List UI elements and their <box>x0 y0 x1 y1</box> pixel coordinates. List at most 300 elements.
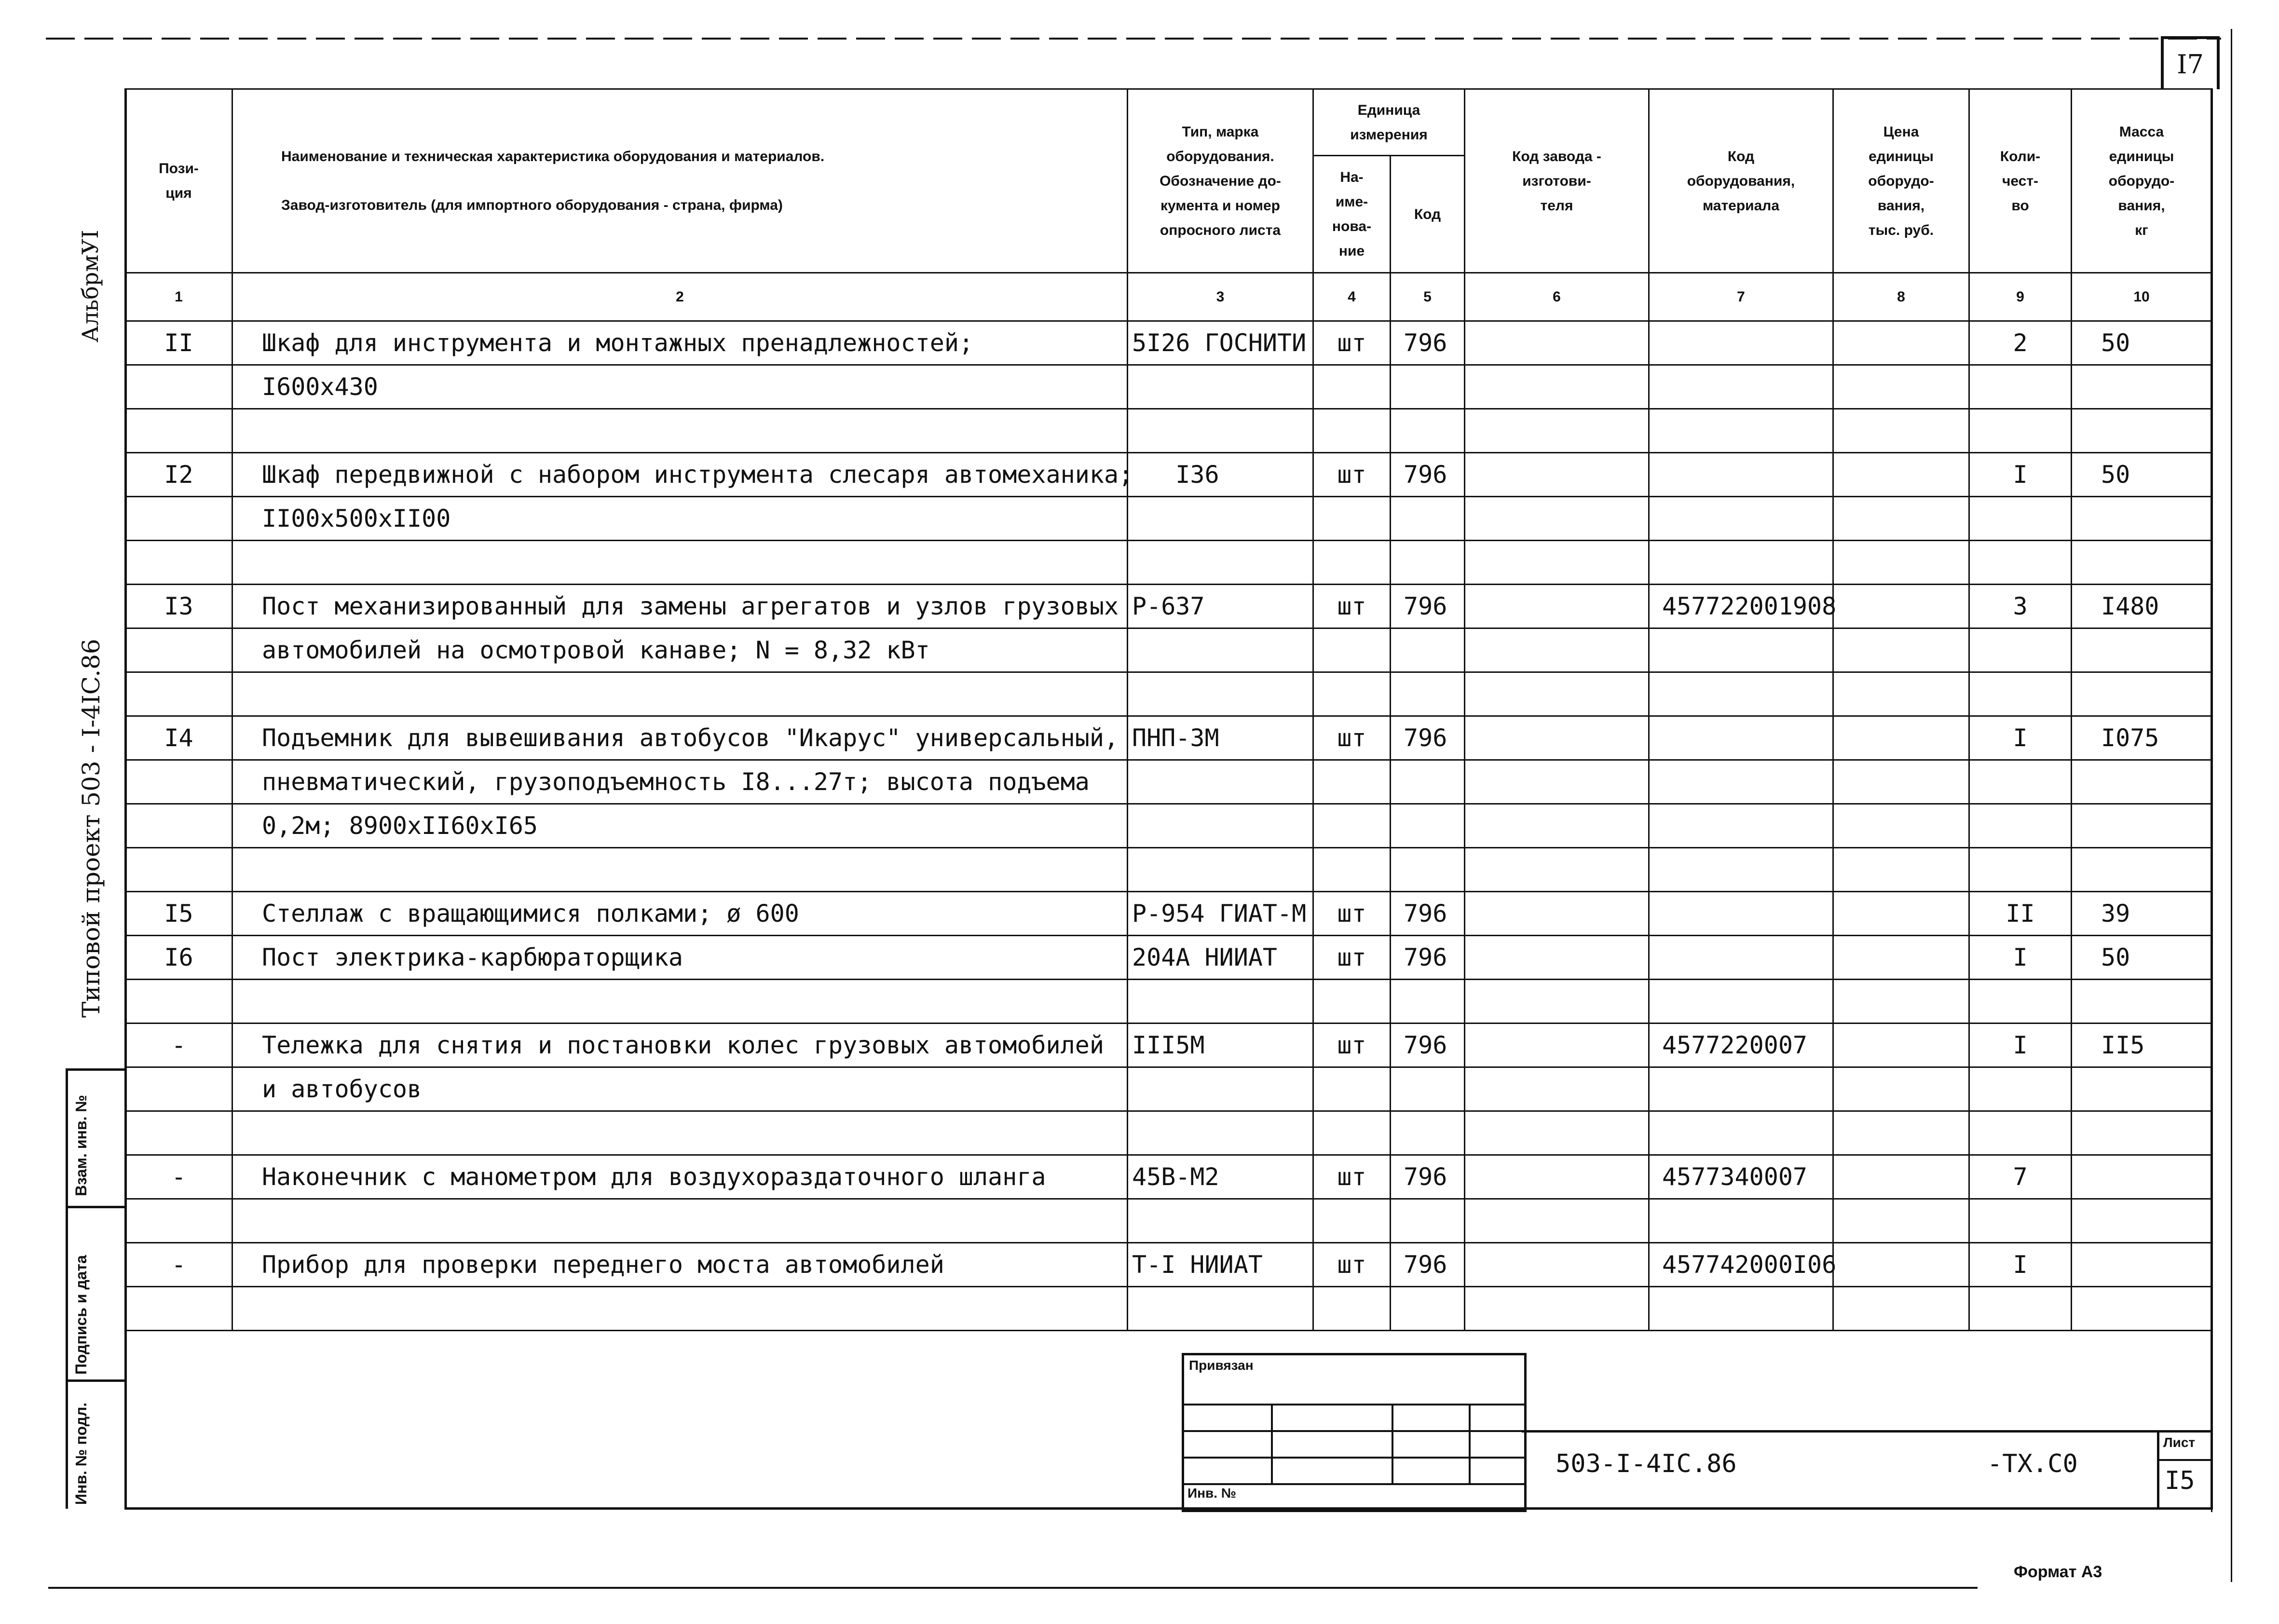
cell-unit <box>1313 497 1391 541</box>
cell-qty <box>1969 672 2072 716</box>
cell-type: Т-I НИИАТ <box>1128 1243 1313 1287</box>
table-row <box>125 892 2212 936</box>
cell-type <box>1128 848 1313 892</box>
cell-pos <box>125 672 232 716</box>
cell-plant <box>1465 321 1649 365</box>
table-row <box>125 1111 2212 1155</box>
cell-pos: I4 <box>125 716 232 760</box>
cell-mass <box>2072 497 2212 541</box>
cell-name: Стеллаж с вращающимися полками; ø 600 <box>232 892 1128 936</box>
cell-mass <box>2072 1243 2212 1287</box>
cell-equip <box>1649 980 1833 1024</box>
cell-mass <box>2072 541 2212 585</box>
cell-price <box>1833 541 1969 585</box>
cell-name: Прибор для проверки переднего моста автомобилей <box>232 1243 1128 1287</box>
cell-plant <box>1465 760 1649 804</box>
cell-equip <box>1649 453 1833 497</box>
cell-mass <box>2072 409 2212 453</box>
stamp-line <box>1182 1404 1525 1406</box>
cell-pos <box>125 804 232 848</box>
cell-pos <box>125 1287 232 1331</box>
col-number: 7 <box>1649 273 1833 321</box>
cell-price <box>1833 1199 1969 1243</box>
cell-price <box>1833 892 1969 936</box>
cell-unit <box>1313 1111 1391 1155</box>
cell-qty <box>1969 497 2072 541</box>
cell-plant <box>1465 1111 1649 1155</box>
cell-qty: I <box>1969 1024 2072 1067</box>
cell-qty: I <box>1969 1243 2072 1287</box>
cell-pos: - <box>125 1155 232 1199</box>
header-equip-code: Код оборудования, материала <box>1649 89 1833 273</box>
cell-plant <box>1465 541 1649 585</box>
cell-plant <box>1465 497 1649 541</box>
cell-unit <box>1313 672 1391 716</box>
cell-type: Р-637 <box>1128 585 1313 628</box>
cell-plant <box>1465 1243 1649 1287</box>
cell-name: Пост механизированный для замены агрегатов и узлов грузовых <box>232 585 1128 628</box>
cell-code <box>1391 541 1465 585</box>
side-podpis-label: Подпись и дата <box>72 1255 90 1375</box>
cell-mass <box>2072 804 2212 848</box>
col-number: 4 <box>1313 273 1391 321</box>
sheet-number-top: I7 <box>2161 36 2220 89</box>
cell-type <box>1128 672 1313 716</box>
cell-unit: шт <box>1313 1243 1391 1287</box>
header-unit-group: Единица измерения <box>1313 89 1465 156</box>
list-label: Лист <box>2163 1435 2196 1450</box>
frame-bottom <box>124 1507 2213 1510</box>
cell-mass <box>2072 1199 2212 1243</box>
table-row <box>125 453 2212 497</box>
cell-equip <box>1649 1111 1833 1155</box>
cell-type <box>1128 1287 1313 1331</box>
cell-plant <box>1465 716 1649 760</box>
header-type: Тип, марка оборудования. Обозначение до- кумента и номер опросного листа <box>1128 89 1313 273</box>
page-bottom-line <box>48 1587 1978 1589</box>
table-row <box>125 1024 2212 1067</box>
table-row <box>125 980 2212 1024</box>
table-row <box>125 409 2212 453</box>
stamp-line <box>1182 1483 1525 1485</box>
cell-price <box>1833 672 1969 716</box>
column-number-row <box>125 273 2212 321</box>
cell-code: 796 <box>1391 1024 1465 1067</box>
cell-code: 796 <box>1391 321 1465 365</box>
specification-table <box>124 88 2212 1512</box>
table-row <box>125 804 2212 848</box>
cell-name <box>232 541 1128 585</box>
cell-type: ПНП-3М <box>1128 716 1313 760</box>
cell-name <box>232 980 1128 1024</box>
table-row <box>125 628 2212 672</box>
cell-price <box>1833 1243 1969 1287</box>
cell-pos <box>125 1199 232 1243</box>
cell-price <box>1833 628 1969 672</box>
cell-unit: шт <box>1313 1155 1391 1199</box>
cell-mass <box>2072 628 2212 672</box>
col-number: 10 <box>2072 273 2212 321</box>
cell-name <box>232 1287 1128 1331</box>
cell-unit <box>1313 1199 1391 1243</box>
cell-type <box>1128 804 1313 848</box>
cell-equip <box>1649 541 1833 585</box>
cell-equip <box>1649 1287 1833 1331</box>
table-row <box>125 936 2212 980</box>
cell-plant <box>1465 1067 1649 1111</box>
format-label: Формат А3 <box>2014 1563 2102 1581</box>
cell-unit <box>1313 409 1391 453</box>
cell-type <box>1128 541 1313 585</box>
cell-plant <box>1465 585 1649 628</box>
col-number: 9 <box>1969 273 2072 321</box>
side-vzam-label: Взам. инв. № <box>72 1095 90 1196</box>
cell-code <box>1391 804 1465 848</box>
cell-price <box>1833 804 1969 848</box>
cell-qty <box>1969 1067 2072 1111</box>
cell-name <box>232 848 1128 892</box>
cell-qty: 7 <box>1969 1155 2072 1199</box>
cell-name: пневматический, грузоподъемность I8...27т; высота подъема <box>232 760 1128 804</box>
cell-equip <box>1649 760 1833 804</box>
cell-unit <box>1313 541 1391 585</box>
table-row <box>125 1155 2212 1199</box>
frame-right <box>2211 88 2213 1509</box>
cell-code <box>1391 1067 1465 1111</box>
cell-plant <box>1465 1024 1649 1067</box>
cell-code: 796 <box>1391 716 1465 760</box>
cell-mass: 50 <box>2072 453 2212 497</box>
cell-code: 796 <box>1391 936 1465 980</box>
cell-pos <box>125 848 232 892</box>
cell-type <box>1128 628 1313 672</box>
cell-qty: II <box>1969 892 2072 936</box>
cell-unit <box>1313 365 1391 409</box>
cell-equip <box>1649 716 1833 760</box>
table-footer-space <box>125 1331 2212 1513</box>
cell-code <box>1391 628 1465 672</box>
table-row <box>125 1067 2212 1111</box>
cell-name: Тележка для снятия и постановки колес грузовых автомобилей <box>232 1024 1128 1067</box>
cell-code <box>1391 409 1465 453</box>
cell-mass: 50 <box>2072 936 2212 980</box>
cell-plant <box>1465 409 1649 453</box>
cell-price <box>1833 1024 1969 1067</box>
cell-equip: 4577220007 <box>1649 1024 1833 1067</box>
cell-unit <box>1313 848 1391 892</box>
cell-price <box>1833 497 1969 541</box>
cell-price <box>1833 980 1969 1024</box>
cell-plant <box>1465 848 1649 892</box>
cell-qty: 2 <box>1969 321 2072 365</box>
table-row <box>125 716 2212 760</box>
cell-pos <box>125 760 232 804</box>
cell-pos: II <box>125 321 232 365</box>
table-row <box>125 541 2212 585</box>
cell-mass <box>2072 1111 2212 1155</box>
cell-plant <box>1465 892 1649 936</box>
cell-plant <box>1465 1287 1649 1331</box>
cell-type <box>1128 980 1313 1024</box>
cell-name <box>232 1199 1128 1243</box>
cell-name: Шкаф для инструмента и монтажных пренадлежностей; <box>232 321 1128 365</box>
cell-equip <box>1649 321 1833 365</box>
cell-qty: I <box>1969 936 2072 980</box>
cell-equip <box>1649 672 1833 716</box>
cell-qty <box>1969 1111 2072 1155</box>
cell-price <box>1833 716 1969 760</box>
cell-pos: - <box>125 1024 232 1067</box>
cell-type <box>1128 497 1313 541</box>
cell-qty <box>1969 804 2072 848</box>
stamp-line <box>1392 1404 1393 1483</box>
cell-price <box>1833 1287 1969 1331</box>
col-number: 1 <box>125 273 232 321</box>
cell-code <box>1391 848 1465 892</box>
cell-qty <box>1969 1287 2072 1331</box>
table-row <box>125 848 2212 892</box>
cell-equip <box>1649 1199 1833 1243</box>
cell-code <box>1391 365 1465 409</box>
cell-equip <box>1649 892 1833 936</box>
cell-price <box>1833 365 1969 409</box>
cell-pos: - <box>125 1243 232 1287</box>
cell-type: 45В-М2 <box>1128 1155 1313 1199</box>
cell-qty <box>1969 409 2072 453</box>
cell-plant <box>1465 365 1649 409</box>
cell-code: 796 <box>1391 453 1465 497</box>
privyazan-label: Привязан <box>1189 1358 1254 1373</box>
stamp-line <box>1182 1457 1525 1459</box>
list-box-sep <box>2157 1459 2211 1461</box>
cell-price <box>1833 848 1969 892</box>
table-row <box>125 585 2212 628</box>
cell-type <box>1128 409 1313 453</box>
cell-type <box>1128 365 1313 409</box>
cell-pos: I5 <box>125 892 232 936</box>
table-row <box>125 1243 2212 1287</box>
cell-qty <box>1969 848 2072 892</box>
cell-equip <box>1649 497 1833 541</box>
cell-type <box>1128 1199 1313 1243</box>
cell-equip <box>1649 365 1833 409</box>
cell-pos <box>125 497 232 541</box>
cell-name: и автобусов <box>232 1067 1128 1111</box>
cell-price <box>1833 1111 1969 1155</box>
cell-name: I600x430 <box>232 365 1128 409</box>
cell-mass: 39 <box>2072 892 2212 936</box>
cell-unit <box>1313 1287 1391 1331</box>
cell-unit: шт <box>1313 892 1391 936</box>
cell-unit <box>1313 760 1391 804</box>
page-right-edge <box>2231 29 2232 1582</box>
cell-qty <box>1969 1199 2072 1243</box>
cell-qty: 3 <box>1969 585 2072 628</box>
cell-mass <box>2072 980 2212 1024</box>
cell-name: 0,2м; 8900xII60xI65 <box>232 804 1128 848</box>
doc-suffix: -TX.C0 <box>1987 1449 2078 1478</box>
doc-code: 503-I-4IC.86 <box>1556 1449 1737 1478</box>
cell-pos: I6 <box>125 936 232 980</box>
cell-code <box>1391 1111 1465 1155</box>
table-row <box>125 760 2212 804</box>
cell-equip <box>1649 804 1833 848</box>
cell-pos <box>125 1067 232 1111</box>
cell-mass <box>2072 848 2212 892</box>
cell-mass: II5 <box>2072 1024 2212 1067</box>
table-row <box>125 497 2212 541</box>
cell-equip <box>1649 1067 1833 1111</box>
cell-unit: шт <box>1313 936 1391 980</box>
cell-unit: шт <box>1313 321 1391 365</box>
cell-unit <box>1313 804 1391 848</box>
cell-code <box>1391 1287 1465 1331</box>
cell-name <box>232 409 1128 453</box>
cell-unit: шт <box>1313 1024 1391 1067</box>
cell-qty <box>1969 541 2072 585</box>
header-name: Наименование и техническая характеристика оборудования и материалов. Завод-изготовитель (для импортного оборудования - страна, фирма) <box>232 89 1128 273</box>
side-project-label: Типовой проект 503 - I-4IC.86 <box>77 639 105 1018</box>
cell-price <box>1833 1155 1969 1199</box>
cell-code: 796 <box>1391 585 1465 628</box>
cell-equip <box>1649 936 1833 980</box>
cell-mass <box>2072 1287 2212 1331</box>
cell-unit: шт <box>1313 716 1391 760</box>
header-price: Цена единицы оборудо- вания, тыс. руб. <box>1833 89 1969 273</box>
cell-plant <box>1465 804 1649 848</box>
cell-qty <box>1969 980 2072 1024</box>
cell-pos <box>125 628 232 672</box>
col-number: 2 <box>232 273 1128 321</box>
binding-strip-sep <box>66 1068 124 1071</box>
cell-name: Подъемник для вывешивания автобусов "Икарус" универсальный, <box>232 716 1128 760</box>
binding-strip-sep <box>66 1379 124 1382</box>
cell-name <box>232 672 1128 716</box>
cell-equip: 457742000I06 <box>1649 1243 1833 1287</box>
cell-name: автомобилей на осмотровой канаве; N = 8,32 кВт <box>232 628 1128 672</box>
cell-unit <box>1313 980 1391 1024</box>
cell-pos: I3 <box>125 585 232 628</box>
cell-unit: шт <box>1313 453 1391 497</box>
cell-code <box>1391 497 1465 541</box>
cell-price <box>1833 409 1969 453</box>
cell-qty: I <box>1969 453 2072 497</box>
cell-type <box>1128 1067 1313 1111</box>
cell-qty <box>1969 365 2072 409</box>
side-album-label: АльбрмУI <box>77 230 103 342</box>
cell-qty <box>1969 760 2072 804</box>
cell-type <box>1128 1111 1313 1155</box>
cell-plant <box>1465 628 1649 672</box>
cell-mass: I480 <box>2072 585 2212 628</box>
inv-no-label: Инв. № <box>1187 1486 1237 1501</box>
top-dash-line <box>46 38 2221 40</box>
binding-strip-outer <box>66 1068 68 1509</box>
cell-plant <box>1465 1155 1649 1199</box>
cell-unit: шт <box>1313 585 1391 628</box>
cell-plant <box>1465 672 1649 716</box>
header-qty: Коли- чест- во <box>1969 89 2072 273</box>
cell-pos <box>125 980 232 1024</box>
cell-name <box>232 1111 1128 1155</box>
header-pos: Пози- ция <box>125 89 232 273</box>
cell-pos: I2 <box>125 453 232 497</box>
specification-body <box>125 321 2212 1331</box>
cell-type <box>1128 760 1313 804</box>
cell-mass <box>2072 672 2212 716</box>
table-row <box>125 321 2212 365</box>
table-row <box>125 1199 2212 1243</box>
cell-type: Р-954 ГИАТ-М <box>1128 892 1313 936</box>
header-unit-name: На- име- нова- ние <box>1313 156 1391 273</box>
cell-plant <box>1465 936 1649 980</box>
cell-plant <box>1465 453 1649 497</box>
cell-price <box>1833 1067 1969 1111</box>
header-plant-code: Код завода - изготови- теля <box>1465 89 1649 273</box>
cell-equip <box>1649 628 1833 672</box>
cell-name: Наконечник с манометром для воздухораздаточного шланга <box>232 1155 1128 1199</box>
cell-mass: 50 <box>2072 321 2212 365</box>
cell-type: I36 <box>1128 453 1313 497</box>
cell-pos <box>125 1111 232 1155</box>
header-row <box>125 89 2212 156</box>
title-block-top <box>1522 1430 2211 1433</box>
cell-price <box>1833 760 1969 804</box>
cell-code: 796 <box>1391 1243 1465 1287</box>
cell-unit <box>1313 628 1391 672</box>
cell-type: 5I26 ГОСНИТИ <box>1128 321 1313 365</box>
cell-code <box>1391 672 1465 716</box>
cell-equip <box>1649 409 1833 453</box>
cell-equip: 4577340007 <box>1649 1155 1833 1199</box>
cell-type: III5М <box>1128 1024 1313 1067</box>
table-row <box>125 1287 2212 1331</box>
stamp-line <box>1271 1404 1273 1483</box>
col-number: 8 <box>1833 273 1969 321</box>
cell-code <box>1391 1199 1465 1243</box>
col-number: 5 <box>1391 273 1465 321</box>
side-inv-label: Инв. № подл. <box>72 1402 90 1505</box>
cell-mass: I075 <box>2072 716 2212 760</box>
cell-mass <box>2072 365 2212 409</box>
stamp-line <box>1182 1430 1525 1432</box>
cell-code <box>1391 760 1465 804</box>
cell-plant <box>1465 980 1649 1024</box>
col-number: 3 <box>1128 273 1313 321</box>
cell-pos <box>125 541 232 585</box>
cell-pos <box>125 365 232 409</box>
cell-mass <box>2072 1155 2212 1199</box>
cell-mass <box>2072 760 2212 804</box>
header-unit-code: Код <box>1391 156 1465 273</box>
cell-price <box>1833 453 1969 497</box>
col-number: 6 <box>1465 273 1649 321</box>
cell-type: 204А НИИАТ <box>1128 936 1313 980</box>
cell-name: Пост электрика-карбюраторщика <box>232 936 1128 980</box>
cell-qty <box>1969 628 2072 672</box>
cell-price <box>1833 585 1969 628</box>
cell-unit <box>1313 1067 1391 1111</box>
cell-equip: 457722001908 <box>1649 585 1833 628</box>
header-mass: Масса единицы оборудо- вания, кг <box>2072 89 2212 273</box>
cell-code: 796 <box>1391 1155 1465 1199</box>
cell-name: Шкаф передвижной с набором инструмента слесаря автомеханика; <box>232 453 1128 497</box>
cell-code <box>1391 980 1465 1024</box>
table-row <box>125 365 2212 409</box>
cell-mass <box>2072 1067 2212 1111</box>
cell-code: 796 <box>1391 892 1465 936</box>
table-row <box>125 672 2212 716</box>
